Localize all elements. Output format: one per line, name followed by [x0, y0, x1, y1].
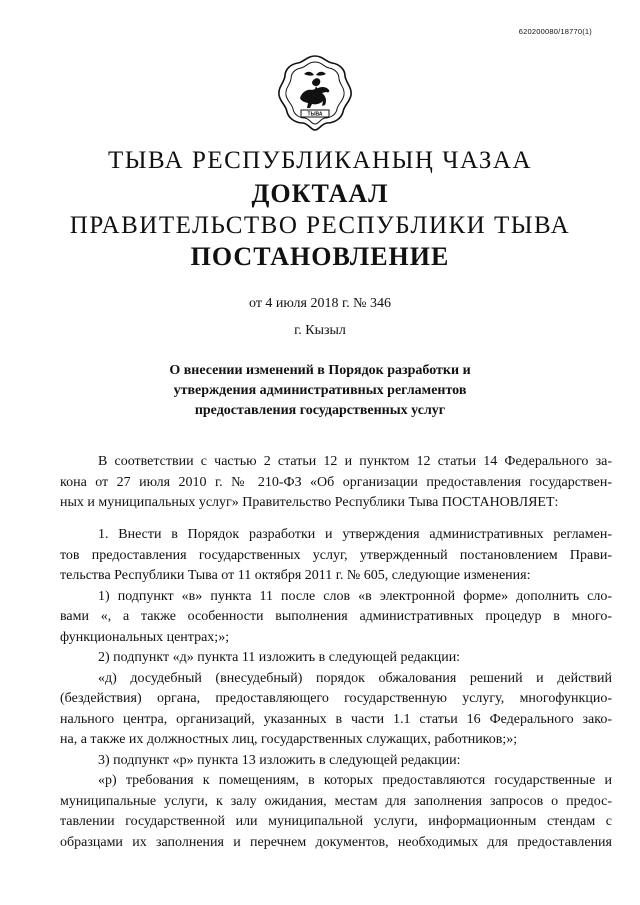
text-line: «р) требования к помещениям, в которых предоставляются государственные и: [98, 773, 612, 788]
document-city: г. Кызыл: [294, 323, 346, 338]
text-line: на, а также их должностных лиц, государственных служащих, работников;»;: [60, 732, 518, 747]
text-line: тельства Республики Тыва от 11 октября 2011 г. № 605, следующие изменения:: [60, 568, 531, 583]
text-line: (бездействия) органа, предоставляющего государственную услугу, многофункцио-: [60, 691, 612, 706]
text-line: вами «, а также особенности выполнения административных процедур в много-: [60, 609, 612, 624]
text-line: функциональных центрах;»;: [60, 629, 230, 645]
text-line: тавлении государственной или муниципальной услуги, информационным стендам с: [60, 814, 612, 829]
tuva-government-title: ТЫВА РЕСПУБЛИКАНЫҢ ЧАЗАА: [107, 147, 533, 174]
text-line: ных и муниципальных услуг» Правительство Республики Тыва ПОСТАНОВЛЯЕТ:: [60, 495, 559, 510]
text-line: В соответствии с частью 2 статьи 12 и пунктом 12 статьи 14 Федерального за-: [98, 454, 612, 469]
text-line: 1) подпункт «в» пункта 11 после слов «в электронной форме» дополнить сло-: [98, 588, 612, 604]
text-line: образцами их заполнения и перечнем документов, необходимых для предоставления: [60, 834, 612, 850]
resolution-title-line: О внесении изменений в Порядок разработки и: [169, 363, 471, 378]
text-line: муниципальные услуги, к залу ожидания, местам для заполнения запросов о предос-: [60, 793, 612, 809]
resolution-body: [60, 525, 612, 853]
postanovlenie-heading: ПОСТАНОВЛЕНИЕ: [190, 242, 450, 271]
document-date-number: от 4 июля 2018 г. № 346: [249, 296, 391, 311]
tuva-coat-of-arms-icon: [274, 52, 356, 134]
text-line: 1. Внести в Порядок разработки и утверждения административных регламен-: [98, 527, 612, 542]
preamble-paragraph: [60, 452, 612, 514]
text-line: тов предоставления государственных услуг, утвержденный постановлением Прави-: [60, 547, 612, 563]
text-line: кона от 27 июля 2010 г. № 210-ФЗ «Об организации предоставления государствен-: [60, 474, 612, 490]
text-line: 3) подпункт «р» пункта 13 изложить в следующей редакции:: [98, 752, 461, 768]
emblem-ribbon-text: ТЫВА: [307, 111, 323, 118]
doktaal-heading: ДОКТААЛ: [251, 179, 389, 208]
resolution-title: [0, 361, 640, 421]
text-line: 2) подпункт «д» пункта 11 изложить в следующей редакции:: [98, 650, 461, 665]
text-line: «д) досудебный (внесудебный) порядок обжалования решений и действий: [98, 670, 612, 686]
government-title: ПРАВИТЕЛЬСТВО РЕСПУБЛИКИ ТЫВА: [69, 212, 571, 239]
resolution-title-line: утверждения административных регламентов: [173, 383, 467, 398]
text-line: нального центра, организаций, указанных в части 1.1 статьи 16 Федерального зако-: [60, 711, 612, 727]
resolution-title-line: предоставления государственных услуг: [194, 403, 446, 418]
document-registration-number: 620200080/18770(1): [518, 27, 592, 36]
